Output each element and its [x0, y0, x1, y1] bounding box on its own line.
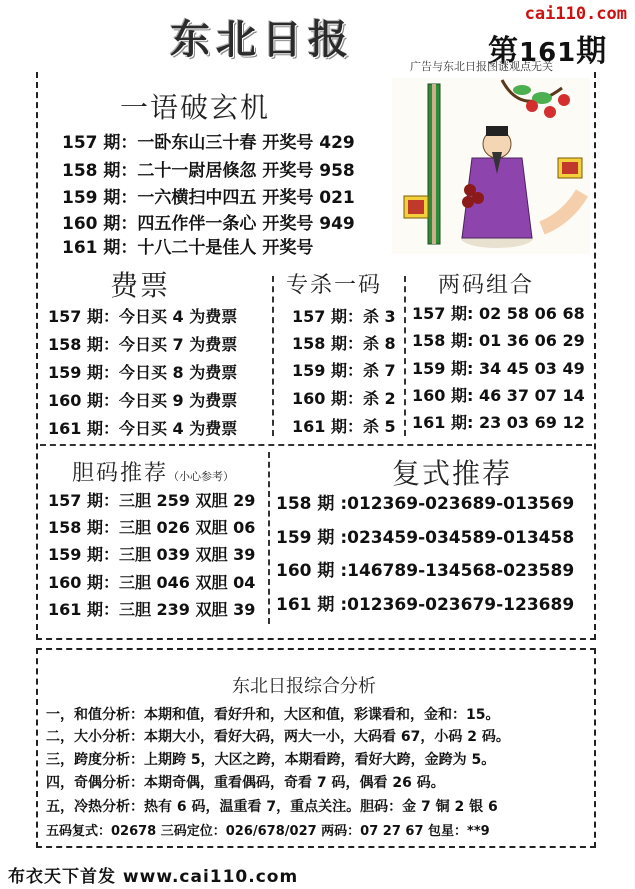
riddle-illustration [392, 78, 590, 254]
dan-code-title [72, 456, 234, 487]
footer-link[interactable]: 布衣天下首发 www.cai110.com [8, 867, 299, 887]
divider [272, 276, 274, 436]
two-code-row: 158 期: 01 36 06 29 [412, 331, 585, 350]
divider [40, 444, 592, 446]
analysis-row: 五码复式：02678 三码定位：026/678/027 两码：07 27 67 包星：**9 [46, 824, 490, 839]
compound-row: 159 期 :023459-034589-013458 [276, 528, 575, 548]
free-ticket-row: 160 期：今日买 9 为费票 [48, 391, 238, 410]
kill-one-row: 159 期：杀 7 [292, 361, 396, 380]
two-code-row: 157 期: 02 58 06 68 [412, 304, 585, 323]
analysis-row: 二，大小分析：本期大小，看好大码，两大一小，大码看 67，小码 2 码。 [46, 729, 510, 745]
free-ticket-row: 157 期：今日买 4 为费票 [48, 307, 238, 326]
riddle-row: 160 期：四五作伴一条心 开奖号 949 [62, 214, 355, 234]
two-code-title: 两码组合 [438, 273, 535, 298]
analysis-row: 五，冷热分析：热有 6 码，温重看 7，重点关注。胆码：金 7 铜 2 银 6 [46, 799, 498, 815]
free-ticket-row: 159 期：今日买 8 为费票 [48, 363, 238, 382]
issue-prefix: 第 [488, 34, 519, 69]
dan-code-row: 158 期：三胆 026 双胆 06 [48, 518, 256, 537]
divider [268, 452, 270, 624]
kill-one-row: 161 期：杀 5 [292, 417, 396, 436]
issue-suffix: 期 [576, 34, 608, 69]
dan-code-note: （小心参考） [168, 470, 235, 483]
issue-number: 161 [519, 38, 577, 68]
compound-row: 158 期 :012369-023689-013569 [276, 494, 575, 514]
two-code-row: 159 期: 34 45 03 49 [412, 359, 585, 378]
free-ticket-row: 158 期：今日买 7 为费票 [48, 335, 238, 354]
free-ticket-title: 费票 [110, 269, 171, 302]
analysis-row: 一，和值分析：本期和值，看好升和，大区和值，彩谍看和，金和：15。 [46, 707, 500, 723]
analysis-row: 三，跨度分析：上期跨 5，大区之跨，本期看跨，看好大跨，金跨为 5。 [46, 752, 496, 768]
kill-one-row: 160 期：杀 2 [292, 389, 396, 408]
kill-one-row: 158 期：杀 8 [292, 334, 396, 353]
disclaimer: 广告与东北日报图谜观点无关 [410, 60, 553, 73]
two-code-row: 160 期: 46 37 07 14 [412, 386, 585, 405]
riddle-row: 158 期：二十一尉居倏忽 开奖号 958 [62, 161, 355, 181]
riddle-title: 一语破玄机 [120, 91, 271, 124]
dan-code-row: 161 期：三胆 239 双胆 39 [48, 600, 256, 619]
riddle-row: 161 期：十八二十是佳人 开奖号 [62, 238, 314, 258]
free-ticket-row: 161 期：今日买 4 为费票 [48, 419, 238, 438]
divider [404, 276, 406, 436]
two-code-row: 161 期: 23 03 69 12 [412, 413, 585, 432]
masthead-title: 东北日报 [170, 17, 354, 63]
analysis-row: 四，奇偶分析：本期奇偶，重看偶码，奇看 7 码，偶看 26 码。 [46, 775, 445, 791]
kill-one-title: 专杀一码 [286, 273, 383, 298]
site-url-top[interactable]: cai110.com [524, 4, 627, 24]
dan-code-title-text: 胆码推荐 [72, 461, 169, 486]
riddle-row: 159 期：一六横扫中四五 开奖号 021 [62, 188, 355, 208]
dan-code-row: 157 期：三胆 259 双胆 29 [48, 491, 256, 510]
dan-code-row: 160 期：三胆 046 双胆 04 [48, 573, 256, 592]
analysis-title: 东北日报综合分析 [232, 676, 376, 697]
riddle-row: 157 期：一卧东山三十春 开奖号 429 [62, 133, 355, 153]
compound-row: 160 期 :146789-134568-023589 [276, 561, 575, 581]
compound-title: 复式推荐 [392, 457, 513, 490]
kill-one-row: 157 期：杀 3 [292, 307, 396, 326]
compound-row: 161 期 :012369-023679-123689 [276, 595, 575, 615]
dan-code-row: 159 期：三胆 039 双胆 39 [48, 545, 256, 564]
